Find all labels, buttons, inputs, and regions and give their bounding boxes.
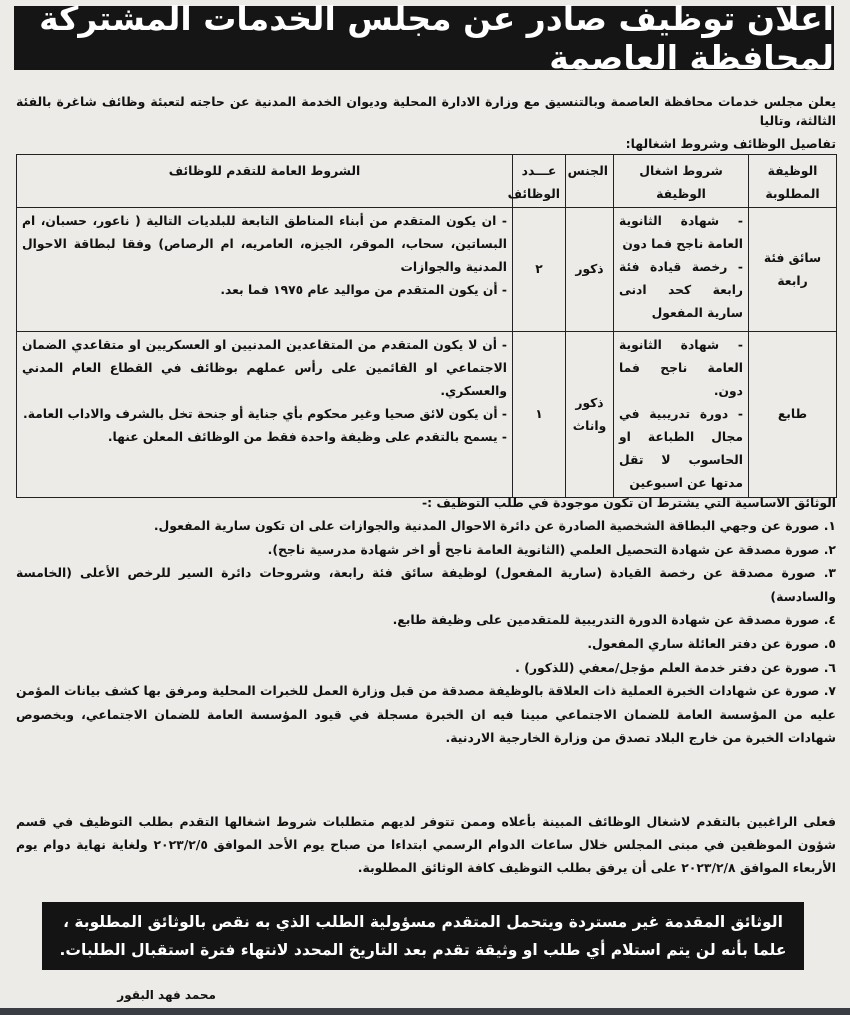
gender-cell: ذكور واناث bbox=[566, 332, 614, 498]
intro-line-2: تفاصيل الوظائف وشروط اشغالها: bbox=[625, 136, 836, 151]
list-item: ٦. صورة عن دفتر خدمة العلم مؤجل/معفي (للذكور) . bbox=[515, 659, 836, 675]
general-condition-line: - أن يكون لائق صحيا وغير محكوم بأي جناية أو جنحة تخل بالشرف والاداب العامة. bbox=[23, 407, 507, 421]
notice-line-1: الوثائق المقدمة غير مستردة ويتحمل المتقدم مسؤولية الطلب الذي به نقص بالوثائق المطلوبة ، bbox=[63, 913, 783, 931]
general-conditions-cell-bottom bbox=[17, 332, 513, 498]
job-condition-line: - شهادة الثانوية العامة ناجح فما دون. bbox=[619, 338, 743, 398]
bottom-edge-bar bbox=[0, 1008, 850, 1015]
general-conditions-cell-top bbox=[17, 208, 513, 332]
list-item: ١. صورة عن وجهي البطاقة الشخصية الصادرة عن دائرة الاحوال المدنية والجوازات على ان تكون سارية المفعول. bbox=[153, 518, 836, 533]
general-condition-line: - ان يكون المتقدم من أبناء المناطق التابعة للبلديات التالية ( ناعور، حسبان، ام البساتين، سحاب، الموقر، الجيزه، العامريه، ام الرصاص) وفقا لبطاقة الاحوال المدنية والجوازات bbox=[22, 214, 507, 274]
header-gender: الجنس bbox=[566, 155, 614, 208]
general-condition-line: - يسمح بالتقدم على وظيفة واحدة فقط من الوظائف المعلن عنها. bbox=[107, 430, 507, 444]
documents-heading: الوثائق الاساسية التي يشترط ان تكون موجودة في طلب التوظيف :- bbox=[421, 495, 836, 510]
list-item: ٢. صورة مصدقة عن شهادة التحصيل العلمي (الثانوية العامة ناجح أو اخر شهادة مدرسية ناجح). bbox=[267, 541, 836, 557]
job-conditions-cell bbox=[614, 332, 749, 498]
table-row bbox=[17, 332, 837, 498]
job-title-cell: طابع bbox=[749, 332, 837, 498]
announcement-title-banner bbox=[14, 0, 834, 77]
header-count: عـــدد الوظائف bbox=[513, 155, 566, 208]
list-item: ٧. صورة عن شهادات الخبرة العملية ذات العلاقة بالوظيفة مصدقة من قبل وزارة العمل للخبرات المحلية ومرفق بها كشف بيانات المؤمن عليه من المؤسسة العامة للضمان الاجتماعي مبينا فيه ان الخبرة مسجلة في قيود المؤسسة العامة للضمان الاجتماعي، وبخصوص شهادات الخبرة من خارج البلاد تصدق من وزارة الخارجية الاردنية. bbox=[16, 683, 836, 746]
jobs-table-header-row bbox=[17, 155, 837, 208]
intro-paragraph bbox=[16, 92, 836, 153]
announcement-title: اعلان توظيف صادر عن مجلس الخدمات المشتركة لمحافظة العاصمة bbox=[39, 0, 834, 77]
intro-line-1: يعلن مجلس خدمات محافظة العاصمة وبالتنسيق مع وزارة الادارة المحلية وديوان الخدمة المدنية عن حاجته لتعبئة وظائف شاغرة بالفئة الثالثة، وتاليا bbox=[16, 94, 836, 128]
header-job: الوظيفة المطلوبة bbox=[749, 155, 837, 208]
general-condition-line: - أن يكون المتقدم من مواليد عام ١٩٧٥ فما بعد. bbox=[220, 283, 507, 297]
table-row bbox=[17, 208, 837, 332]
list-item: ٤. صورة مصدقة عن شهادة الدورة التدريبية للمتقدمين على وظيفة طابع. bbox=[392, 612, 836, 628]
job-condition-line: - رخصة قيادة فئة رابعة كحد ادنى سارية المفعول bbox=[619, 260, 743, 320]
general-condition-line: - أن لا يكون المتقدم من المتقاعدين المدنيين او العسكريين او متقاعدي الضمان الاجتماعي او القائمين على رأس عملهم بوظائف في القطاع العام المدني والعسكري. bbox=[22, 338, 507, 398]
header-conditions: شروط اشغال الوظيفة bbox=[614, 155, 749, 208]
list-item: ٥. صورة عن دفتر العائلة ساري المفعول. bbox=[587, 635, 836, 651]
job-condition-line: - شهادة الثانوية العامة ناجح فما دون bbox=[619, 214, 743, 251]
job-conditions-cell bbox=[614, 208, 749, 332]
notice-box bbox=[42, 902, 804, 970]
notice-line-2: علما بأنه لن يتم استلام أي طلب او وثيقة تقدم بعد التاريخ المحدد لانتهاء فترة استقبال الطلبات. bbox=[59, 941, 787, 959]
jobs-table bbox=[16, 154, 837, 498]
header-general: الشروط العامة للتقدم للوظائف bbox=[17, 155, 513, 208]
job-condition-line: - دورة تدريبية في مجال الطباعة او الحاسوب لا تقل مدتها عن اسبوعين bbox=[619, 407, 743, 490]
signature-name: محمد فهد البقور bbox=[117, 988, 216, 1002]
count-cell: ٢ bbox=[513, 208, 566, 332]
required-documents-section bbox=[16, 492, 836, 750]
count-cell: ١ bbox=[513, 332, 566, 498]
list-item: ٣. صورة مصدقة عن رخصة القيادة (سارية المفعول) لوظيفة سائق فئة رابعة، وشروحات دائرة السير للرخص الأعلى (الخامسة والسادسة) bbox=[16, 565, 836, 604]
gender-cell: ذكور bbox=[566, 208, 614, 332]
closing-paragraph: فعلى الراغبين بالتقدم لاشغال الوظائف المبينة بأعلاه وممن تتوفر لديهم متطلبات شروط اشغالها التقدم بطلب التوظيف في قسم شؤون الموظفين في مبنى المجلس خلال ساعات الدوام الرسمي ابتداءا من صباح يوم الأحد الموافق ٢٠٢٣/٢/٥ ولغاية نهاية دوام يوم الأربعاء الموافق ٢٠٢٣/٢/٨ على أن يرفق بطلب التوظيف كافة الوثائق المطلوبة. bbox=[16, 814, 836, 875]
job-title-cell: سائق فئة رابعة bbox=[749, 208, 837, 332]
